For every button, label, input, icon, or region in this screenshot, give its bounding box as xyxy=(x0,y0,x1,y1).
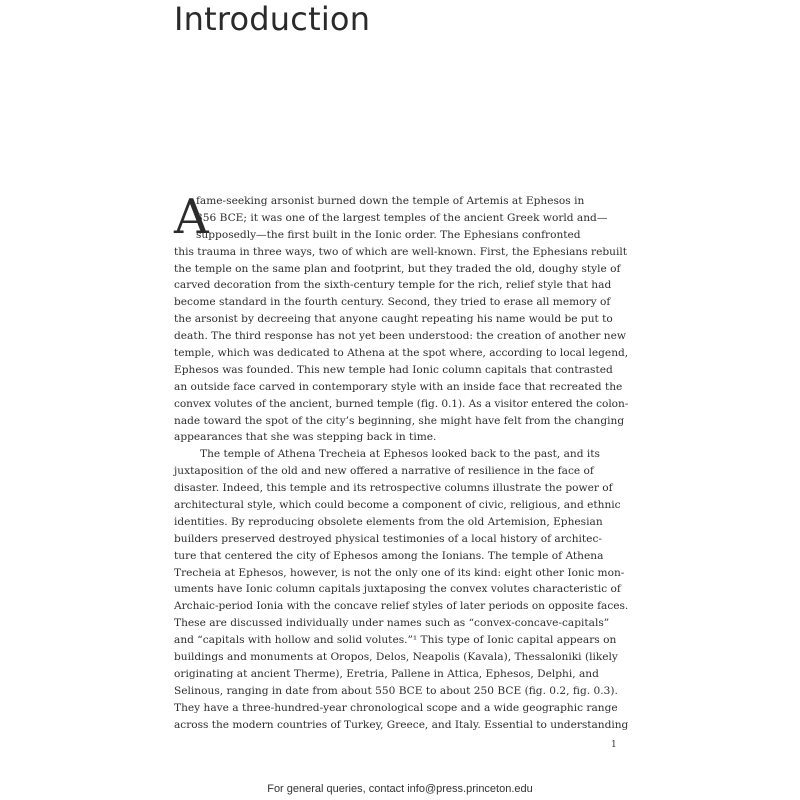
text-line: uments have Ionic column capitals juxtaposing the convex volutes characteristic of xyxy=(174,583,621,596)
text-line: become standard in the fourth century. Second, they tried to erase all memory of xyxy=(174,296,611,309)
text-line: identities. By reproducing obsolete elements from the old Artemision, Ephesian xyxy=(174,515,603,528)
text-line: an outside face carved in contemporary style with an inside face that recreated the xyxy=(174,380,623,393)
text-line: appearances that she was stepping back in time. xyxy=(174,431,437,444)
text-line: supposedly—the first built in the Ionic order. The Ephesians confronted xyxy=(196,228,581,241)
text-line: builders preserved destroyed physical testimonies of a local history of architec- xyxy=(174,532,602,545)
text-line: the arsonist by decreeing that anyone caught repeating his name would be put to xyxy=(174,313,613,326)
page-title: Introduction xyxy=(174,0,371,38)
page-number: 1 xyxy=(611,740,617,750)
text-line: across the modern countries of Turkey, Greece, and Italy. Essential to understanding xyxy=(174,718,629,731)
text-line: ture that centered the city of Ephesos among the Ionians. The temple of Athena xyxy=(174,549,604,562)
text-line: nade toward the spot of the city’s beginning, she might have felt from the changing xyxy=(174,414,625,427)
text-line: disaster. Indeed, this temple and its retrospective columns illustrate the power of xyxy=(174,482,613,495)
text-line: buildings and monuments at Oropos, Delos, Neapolis (Kavala), Thessaloniki (likely xyxy=(174,651,618,664)
drop-cap: A xyxy=(174,189,209,245)
text-line: the temple on the same plan and footprint, but they traded the old, doughy style of xyxy=(174,262,621,275)
text-line: Archaic-period Ionia with the concave relief styles of later periods on opposite faces. xyxy=(174,600,629,613)
text-line: death. The third response has not yet been understood: the creation of another new xyxy=(174,330,626,343)
text-line: temple, which was dedicated to Athena at the spot where, according to local legend, xyxy=(174,347,629,360)
text-line: fame-seeking arsonist burned down the temple of Artemis at Ephesos in xyxy=(196,195,585,207)
text-line: convex volutes of the ancient, burned temple (fig. 0.1). As a visitor entered the colon- xyxy=(174,397,629,410)
text-line: juxtaposition of the old and new offered a narrative of resilience in the face of xyxy=(174,465,594,478)
text-line: carved decoration from the sixth-century temple for the rich, relief style that had xyxy=(174,279,612,292)
body-text xyxy=(174,189,629,734)
text-line: The temple of Athena Trecheia at Ephesos looked back to the past, and its xyxy=(200,448,600,461)
text-line: and “capitals with hollow and solid volutes.”¹ This type of Ionic capital appears on xyxy=(174,634,617,647)
text-line: this trauma in three ways, two of which are well-known. First, the Ephesians rebuilt xyxy=(174,245,628,258)
text-line: architectural style, which could become a component of civic, religious, and ethnic xyxy=(174,499,621,512)
text-line: Ephesos was founded. This new temple had Ionic column capitals that contrasted xyxy=(174,363,613,376)
text-line: originating at ancient Therme), Eretria, Pallene in Attica, Ephesos, Delphi, and xyxy=(174,667,599,680)
text-line: Trecheia at Ephesos, however, is not the only one of its kind: eight other Ionic mon- xyxy=(174,566,625,579)
text-line: They have a three-hundred-year chronological scope and a wide geographic range xyxy=(174,701,618,714)
footer-contact: For general queries, contact info@press.princeton.edu xyxy=(267,783,533,795)
text-line: Selinous, ranging in date from about 550 BCE to about 250 BCE (fig. 0.2, fig. 0.3). xyxy=(174,684,618,697)
text-line: 356 BCE; it was one of the largest temples of the ancient Greek world and— xyxy=(196,211,608,224)
text-line: These are discussed individually under names such as “convex-concave-capitals” xyxy=(174,617,610,630)
